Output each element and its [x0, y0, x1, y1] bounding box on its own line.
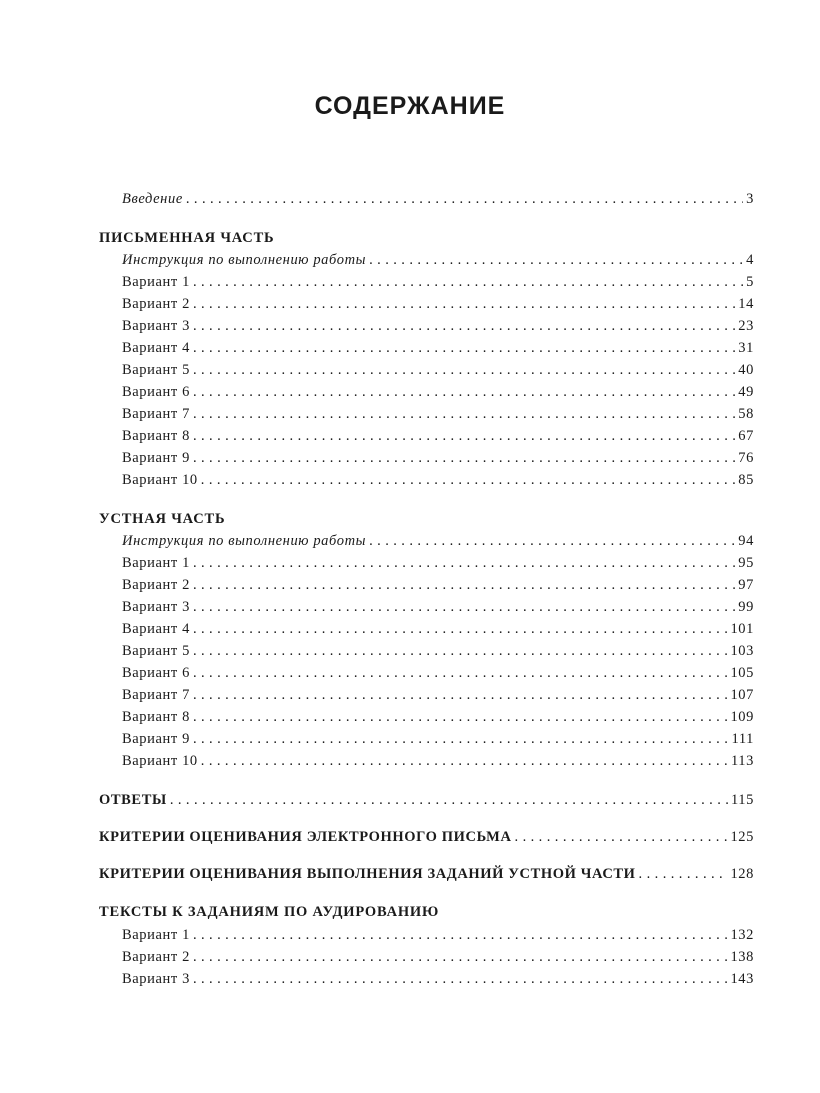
toc-entry-page: 111	[731, 731, 754, 747]
toc-entry-oral-variant-3[interactable]	[122, 596, 754, 618]
toc-entry-label: КРИТЕРИИ ОЦЕНИВАНИЯ ЭЛЕКТРОННОГО ПИСЬМА	[99, 829, 512, 845]
toc-entry-page: 101	[730, 621, 754, 637]
dot-leader	[193, 337, 735, 359]
dot-leader	[193, 596, 735, 618]
toc-entry-page: 3	[746, 191, 754, 207]
toc-entry-label: Вариант 2	[122, 296, 190, 312]
toc-entry-page: 40	[738, 362, 754, 378]
dot-leader	[369, 249, 743, 271]
toc-entry-page: 4	[746, 252, 754, 268]
toc-entry-label: Вариант 7	[122, 406, 190, 422]
toc-entry-oral-variant-10[interactable]	[122, 750, 754, 772]
section-heading-written: ПИСЬМЕННАЯ ЧАСТЬ	[99, 230, 275, 246]
toc-entry-label: Вариант 4	[122, 340, 190, 356]
dot-leader	[193, 946, 728, 968]
toc-entry-intro[interactable]	[122, 188, 754, 210]
dot-leader	[515, 826, 728, 848]
toc-entry-page: 85	[738, 472, 754, 488]
toc-entry-oral-variant-4[interactable]	[122, 618, 754, 640]
dot-leader	[193, 359, 735, 381]
toc-entry-label: Вариант 5	[122, 362, 190, 378]
dot-leader	[193, 447, 735, 469]
toc-entry-label: Вариант 4	[122, 621, 190, 637]
page-title: СОДЕРЖАНИЕ	[314, 92, 506, 120]
dot-leader	[193, 968, 728, 990]
toc-entry-label: Вариант 3	[122, 599, 190, 615]
toc-entry-page: 76	[738, 450, 754, 466]
toc-entry-label: Вариант 9	[122, 731, 190, 747]
dot-leader	[193, 924, 728, 946]
toc-entry-page: 58	[738, 406, 754, 422]
toc-entry-listening-variant-2[interactable]	[122, 946, 754, 968]
toc-entry-page: 95	[738, 555, 754, 571]
dot-leader	[193, 552, 735, 574]
toc-entry-written-variant-3[interactable]	[122, 315, 754, 337]
toc-entry-written-variant-6[interactable]	[122, 381, 754, 403]
toc-entry-label: Вариант 1	[122, 927, 190, 943]
toc-entry-label: Вариант 8	[122, 709, 190, 725]
toc-entry-label: Вариант 5	[122, 643, 190, 659]
toc-entry-page: 132	[730, 927, 754, 943]
toc-entry-oral-variant-5[interactable]	[122, 640, 754, 662]
toc-entry-page: 109	[730, 709, 754, 725]
toc-entry-oral-variant-2[interactable]	[122, 574, 754, 596]
toc-entry-label: ОТВЕТЫ	[99, 792, 167, 808]
toc-entry-label: КРИТЕРИИ ОЦЕНИВАНИЯ ВЫПОЛНЕНИЯ ЗАДАНИЙ УСТНОЙ ЧАСТИ	[99, 866, 636, 882]
toc-entry-page: 94	[738, 533, 754, 549]
toc-entry-written-variant-8[interactable]	[122, 425, 754, 447]
dot-leader	[193, 684, 728, 706]
toc-entry-page: 125	[730, 829, 754, 845]
dot-leader	[193, 381, 735, 403]
dot-leader	[186, 188, 743, 210]
toc-entry-answers[interactable]	[99, 789, 754, 811]
toc-entry-label: Вариант 3	[122, 971, 190, 987]
toc-entry-oral-variant-1[interactable]	[122, 552, 754, 574]
toc-entry-label: Вариант 6	[122, 384, 190, 400]
toc-entry-label: Инструкция по выполнению работы	[122, 252, 367, 268]
toc-entry-label: Вариант 6	[122, 665, 190, 681]
toc-entry-label: Вариант 9	[122, 450, 190, 466]
dot-leader	[193, 403, 735, 425]
toc-entry-page: 113	[730, 753, 754, 769]
toc-entry-page: 31	[738, 340, 754, 356]
toc-entry-label: Инструкция по выполнению работы	[122, 533, 367, 549]
toc-entry-page: 107	[730, 687, 754, 703]
dot-leader	[193, 728, 729, 750]
dot-leader	[193, 271, 743, 293]
toc-entry-page: 138	[730, 949, 754, 965]
toc-entry-page: 115	[730, 792, 754, 808]
toc-entry-written-variant-1[interactable]	[122, 271, 754, 293]
toc-entry-label: Вариант 2	[122, 949, 190, 965]
dot-leader	[193, 706, 728, 728]
toc-entry-label: Вариант 7	[122, 687, 190, 703]
dot-leader	[193, 662, 728, 684]
toc-entry-written-instruction[interactable]	[122, 249, 754, 271]
toc-entry-written-variant-4[interactable]	[122, 337, 754, 359]
toc-entry-label: Вариант 2	[122, 577, 190, 593]
toc-entry-oral-variant-8[interactable]	[122, 706, 754, 728]
section-heading-oral: УСТНАЯ ЧАСТЬ	[99, 511, 226, 527]
toc-entry-written-variant-5[interactable]	[122, 359, 754, 381]
dot-leader	[639, 863, 728, 885]
toc-entry-written-variant-10[interactable]	[122, 469, 754, 491]
toc-entry-page: 128	[730, 866, 754, 882]
dot-leader	[193, 574, 735, 596]
toc-entry-label: Вариант 10	[122, 472, 198, 488]
toc-entry-page: 67	[738, 428, 754, 444]
section-heading-listening: ТЕКСТЫ К ЗАДАНИЯМ ПО АУДИРОВАНИЮ	[99, 904, 440, 920]
toc-entry-listening-variant-3[interactable]	[122, 968, 754, 990]
dot-leader	[201, 750, 728, 772]
toc-entry-page: 23	[738, 318, 754, 334]
toc-entry-page: 99	[738, 599, 754, 615]
toc-entry-label: Вариант 1	[122, 274, 190, 290]
dot-leader	[193, 293, 735, 315]
toc-entry-page: 97	[738, 577, 754, 593]
dot-leader	[170, 789, 728, 811]
dot-leader	[369, 530, 735, 552]
toc-entry-oral-variant-9[interactable]	[122, 728, 754, 750]
dot-leader	[193, 425, 735, 447]
toc-entry-oral-instruction[interactable]	[122, 530, 754, 552]
toc-entry-label: Вариант 8	[122, 428, 190, 444]
toc-entry-page: 103	[730, 643, 754, 659]
dot-leader	[193, 640, 728, 662]
toc-entry-page: 105	[730, 665, 754, 681]
toc-entry-page: 5	[746, 274, 754, 290]
toc-entry-page: 49	[738, 384, 754, 400]
toc-entry-label: Введение	[122, 191, 183, 207]
dot-leader	[193, 315, 735, 337]
toc-entry-page: 14	[738, 296, 754, 312]
toc-entry-label: Вариант 3	[122, 318, 190, 334]
toc-entry-criteria-oral[interactable]	[99, 863, 754, 885]
toc-entry-oral-variant-7[interactable]	[122, 684, 754, 706]
toc-entry-listening-variant-1[interactable]	[122, 924, 754, 946]
toc-entry-oral-variant-6[interactable]	[122, 662, 754, 684]
toc-entry-written-variant-9[interactable]	[122, 447, 754, 469]
dot-leader	[193, 618, 728, 640]
toc-entry-written-variant-7[interactable]	[122, 403, 754, 425]
toc-entry-label: Вариант 10	[122, 753, 198, 769]
toc-entry-page: 143	[730, 971, 754, 987]
toc-entry-written-variant-2[interactable]	[122, 293, 754, 315]
dot-leader	[201, 469, 736, 491]
toc-entry-label: Вариант 1	[122, 555, 190, 571]
toc-entry-criteria-letter[interactable]	[99, 826, 754, 848]
